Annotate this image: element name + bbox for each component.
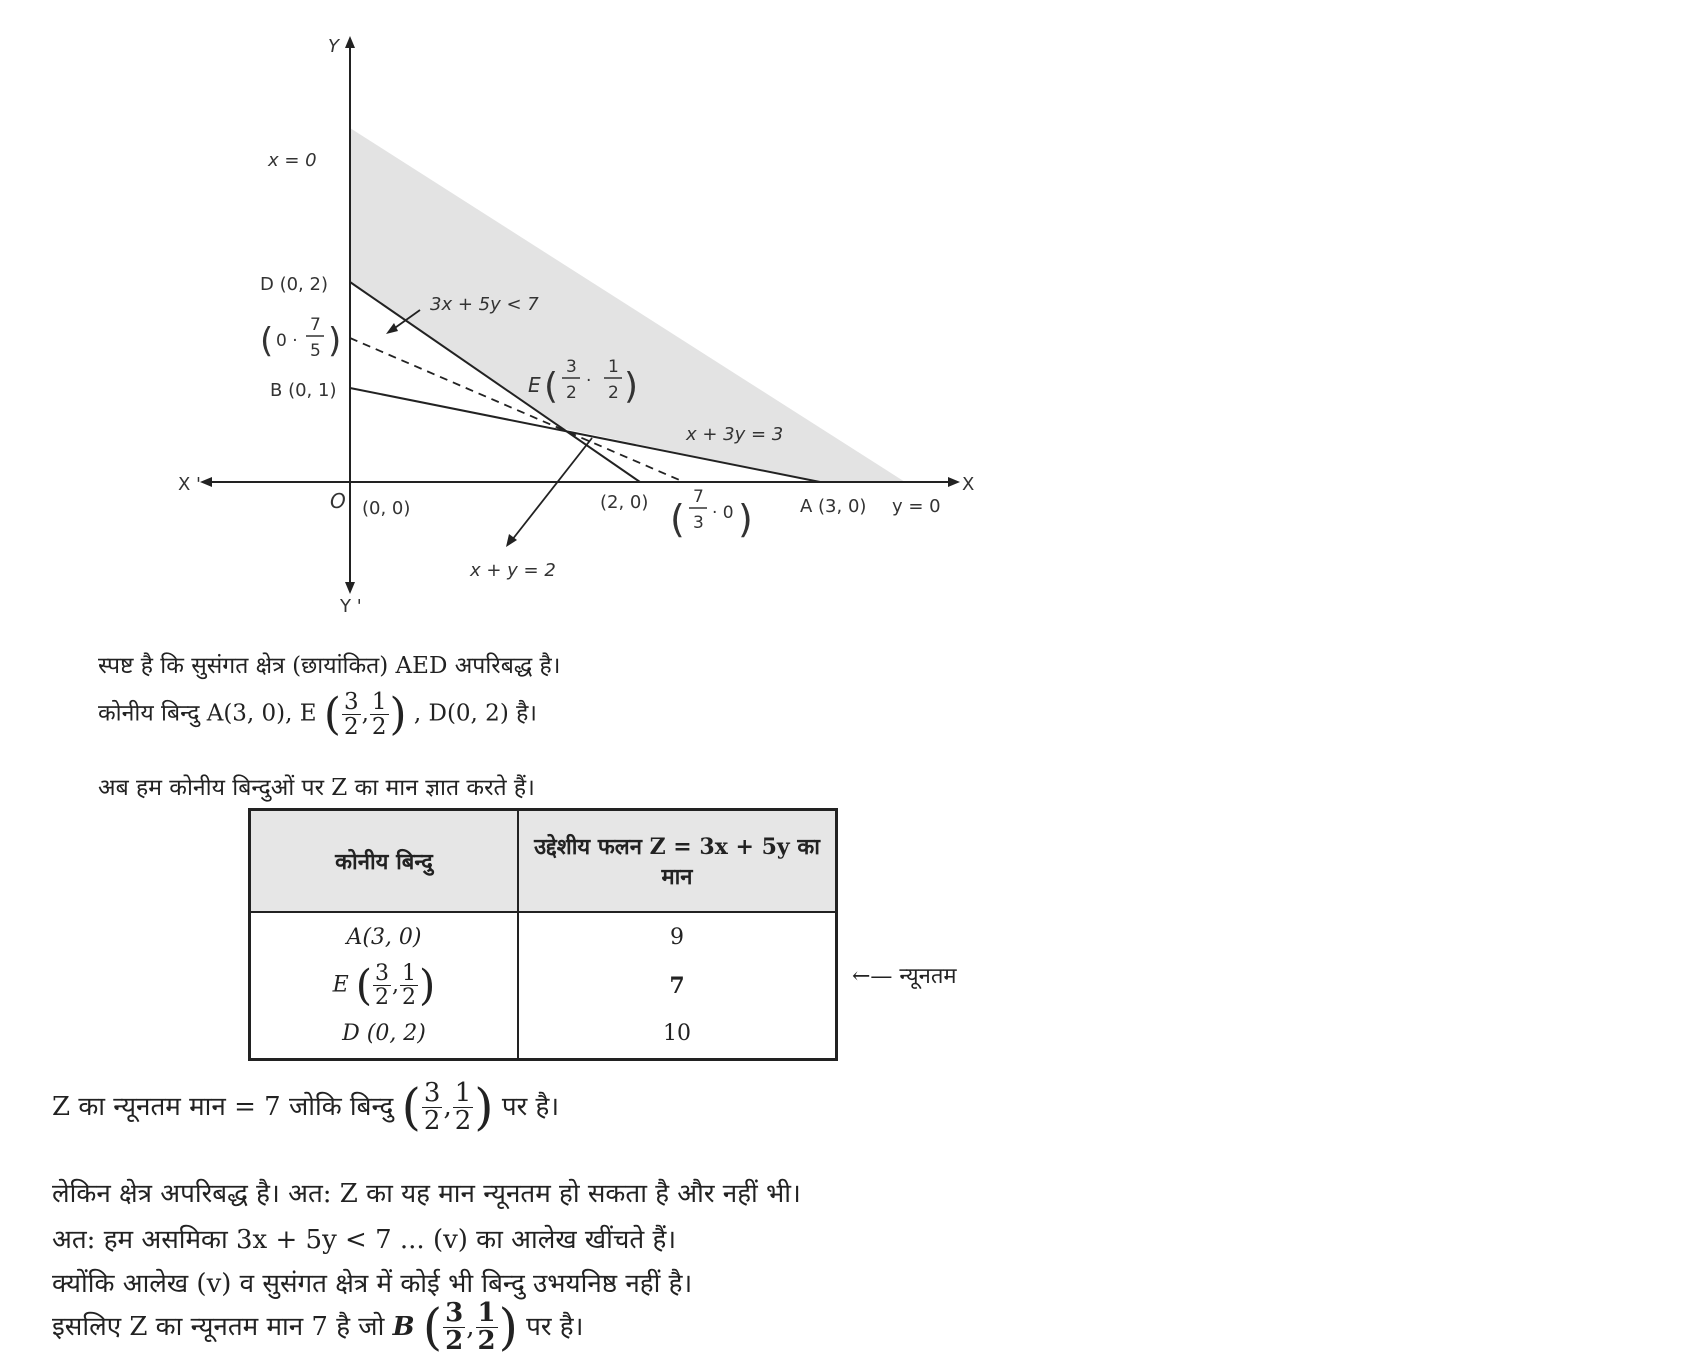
cell-point: D (0, 2) <box>250 1015 519 1060</box>
cell-point: A(3, 0) <box>250 912 519 956</box>
line4-suffix: पर है। <box>501 1091 560 1122</box>
text-line-5: लेकिन क्षेत्र अपरिबद्ध है। अत: Z का यह मान न्यूनतम हो सकता है और नहीं भी। <box>52 1179 801 1209</box>
label-point-2-0: (2, 0) <box>600 492 649 513</box>
x-arrow-pos <box>948 477 960 487</box>
svg-text:5: 5 <box>310 341 321 361</box>
col-header-value: उद्देशीय फलन Z = 3x + 5y का मान <box>518 810 837 913</box>
label-Y-neg: Y ' <box>340 596 362 617</box>
svg-text:(: ( <box>670 497 685 541</box>
svg-text:(: ( <box>544 366 559 407</box>
table-row <box>250 956 837 1015</box>
table-row <box>250 912 837 956</box>
label-origin: O <box>330 489 346 513</box>
pointer-xy2 <box>512 438 592 540</box>
text-line-7: क्योंकि आलेख (v) व सुसंगत क्षेत्र में कोई भी बिन्दु उभयनिष्ठ नहीं है। <box>52 1269 693 1299</box>
svg-text:7: 7 <box>693 487 704 507</box>
svg-text:3: 3 <box>693 513 704 533</box>
svg-text:2: 2 <box>566 383 577 403</box>
label-ineq: 3x + 5y < 7 <box>430 294 539 315</box>
pointer-ineq-head <box>386 323 398 334</box>
svg-text:7: 7 <box>310 315 321 335</box>
line4-prefix: Z का न्यूनतम मान = 7 जोकि बिन्दु <box>52 1091 394 1122</box>
line8-suffix: पर है। <box>526 1311 584 1342</box>
label-point-D: D (0, 2) <box>260 274 328 295</box>
line2-prefix: कोनीय बिन्दु A(3, 0), E <box>98 700 317 727</box>
text-line-1: स्पष्ट है कि सुसंगत क्षेत्र (छायांकित) AED अपरिबद्ध है। <box>98 653 561 679</box>
label-Y: Y <box>328 36 339 57</box>
label-X-neg: X ' <box>178 474 202 495</box>
col-header-point: कोनीय बिन्दु <box>250 810 519 913</box>
cell-value: 7 <box>518 956 837 1015</box>
y-arrow-neg <box>345 582 355 594</box>
line8-point-B: B <box>392 1311 415 1342</box>
text-line-8: इसलिए Z का न्यूनतम मान 7 है जो B ( $\frac{3}{2}$ , $\frac{1}{2}$ ) पर है। <box>52 1298 584 1357</box>
label-X: X <box>962 474 975 495</box>
svg-text:· 0: · 0 <box>712 503 734 523</box>
table-row <box>250 1015 837 1060</box>
label-line-x3y: x + 3y = 3 <box>686 424 784 445</box>
label-point-0-7-5 <box>260 315 341 361</box>
label-x-eq-0: x = 0 <box>268 150 317 171</box>
svg-text:3: 3 <box>566 357 577 377</box>
cell-point: E ( $\frac{3}{2}$ , $\frac{1}{2}$ ) <box>250 956 519 1015</box>
y-arrow-pos <box>345 36 355 48</box>
corner-points-table <box>248 808 838 1061</box>
text-line-6: अत: हम असमिका 3x + 5y < 7 ... (v) का आलेख खींचते हैं। <box>52 1225 677 1255</box>
svg-text:0 ·: 0 · <box>276 331 298 351</box>
svg-text:·: · <box>586 371 592 391</box>
svg-text:2: 2 <box>608 383 619 403</box>
label-point-A: A (3, 0) <box>800 496 867 517</box>
label-point-7-3-0 <box>670 487 753 541</box>
text-line-4: Z का न्यूनतम मान = 7 जोकि बिन्दु ( $\frac{3}{2}$ , $\frac{1}{2}$ ) पर है। <box>52 1078 560 1137</box>
text-line-2: कोनीय बिन्दु A(3, 0), E ( $\frac{3}{2}$ , $\frac{1}{2}$ ) , D(0, 2) है। <box>98 688 538 741</box>
svg-text:1: 1 <box>608 357 619 377</box>
label-line-xy: x + y = 2 <box>470 560 556 581</box>
line2-suffix: , D(0, 2) है। <box>413 700 538 727</box>
cell-value: 10 <box>518 1015 837 1060</box>
label-y-eq-0: y = 0 <box>892 496 941 517</box>
svg-text:): ) <box>328 321 342 361</box>
text-line-3: अब हम कोनीय बिन्दुओं पर Z का मान ज्ञात करते हैं। <box>98 775 535 801</box>
svg-text:(: ( <box>260 321 274 361</box>
svg-text:E: E <box>528 373 541 397</box>
svg-text:): ) <box>738 497 753 541</box>
minimum-annotation: ←— न्यूनतम <box>852 964 957 989</box>
label-point-B: B (0, 1) <box>270 380 337 401</box>
line8-prefix: इसलिए Z का न्यूनतम मान 7 है जो <box>52 1311 385 1342</box>
svg-text:): ) <box>624 366 639 407</box>
x-arrow-neg <box>200 477 212 487</box>
cell-value: 9 <box>518 912 837 956</box>
label-origin-coord: (0, 0) <box>362 498 411 519</box>
feasible-region-graph <box>0 0 1000 620</box>
